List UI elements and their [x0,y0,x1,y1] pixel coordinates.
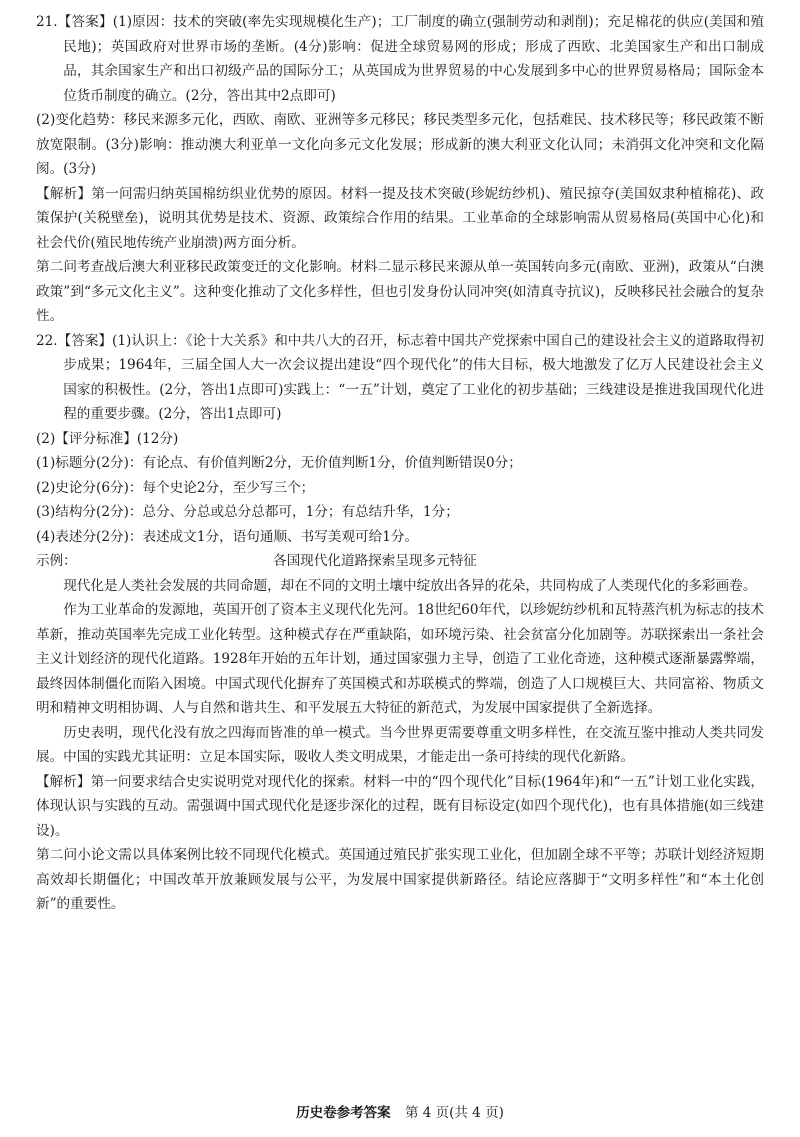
page-footer [0,1103,800,1123]
example-heading [36,549,764,574]
essay-paragraph: 现代化是人类社会发展的共同命题，却在不同的文明土壤中绽放出各异的花朵，共同构成了人类现代化的多彩画卷。 [63,577,757,594]
q22-analysis-1: 【解析】第一问要求结合史实说明党对现代化的探索。材料一中的“四个现代化”目标(1964年)和“一五”计划工业化实践，体现认识与实践的互动。需强调中国式现代化是逐步深化的过程，既有目标设定(如四个现代化)，也有具体措施(如三线建设)。 [36,773,764,839]
page-number: 第 4 页(共 4 页) [404,1105,504,1121]
q22-answer: 22.【答案】(1)认识上：《论十大关系》和中共八大的召开，标志着中国共产党探索中国自己的建设社会主义的道路取得初步成果；1964年，三届全国人大一次会议提出建设“四个现代化”的伟大目标，极大地激发了亿万人民建设社会主义国家的积极性。(2分，答出1点即可)实践上：“一五”计划，奠定了工业化的初步基础；三线建设是推进我国现代化进程的重要步骤。(2分，答出1点即可) [36,332,764,422]
q22-criteria-title: (2)【评分标准】(12分) [36,430,179,447]
q22-criteria-item: (2)史论分(6分)：每个史论2分，至少写三个； [36,479,315,496]
q22-criteria-item: (4)表述分(2分)：表述成文1分，语句通顺、书写美观可给1分。 [36,528,419,545]
q22-analysis-2: 第二问小论文需以具体案例比较不同现代化模式。英国通过殖民扩张实现工业化，但加剧全球不平等；苏联计划经济短期高效却长期僵化；中国改革开放兼顾发展与公平，为发展中国家提供新路径。结论应落脚于“文明多样性”和“本土化创新”的重要性。 [36,847,764,912]
q21-answer: 21.【答案】(1)原因：技术的突破(率先实现规模化生产)；工厂制度的确立(强制劳动和剥削)；充足棉花的供应(美国和殖民地)；英国政府对世界市场的垄断。(4分)影响：促进全球贸易网的形成；形成了西欧、北美国家生产和出口制成品，其余国家生产和出口初级产品的国际分工；从英国成为世界贸易的中心发展到多中心的世界贸易格局；国际金本位货币制度的确立。(2分，答出其中2点即可) [36,14,764,104]
q21-part2-answer: (2)变化趋势：移民来源多元化，西欧、南欧、亚洲等多元移民；移民类型多元化，包括难民、技术移民等；移民政策不断放宽限制。(3分)影响：推动澳大利亚单一文化向多元文化发展；形成新的澳大利亚文化认同；未消弭文化冲突和文化隔阂。(3分) [36,112,764,177]
q21-analysis-1: 【解析】第一问需归纳英国棉纺织业优势的原因。材料一提及技术突破(珍妮纺纱机)、殖民掠夺(美国奴隶种植棉花)、政策保护(关税壁垒)，说明其优势是技术、资源、政策综合作用的结果。工业革命的全球影响需从贸易格局(英国中心化)和社会代价(殖民地传统产业崩溃)两方面分析。 [36,185,764,251]
example-label: 示例： [36,553,77,569]
q21-analysis-2: 第二问考查战后澳大利亚移民政策变迁的文化影响。材料二显示移民来源从单一英国转向多元(南欧、亚洲)，政策从“白澳政策”到“多元文化主义”。这种变化推动了文化多样性，但也引发身份认同冲突(如清真寺抗议)，反映移民社会融合的复杂性。 [36,259,764,324]
footer-title: 历史卷参考答案 [296,1105,391,1121]
essay-title: 各国现代化道路探索呈现多元特征 [273,553,477,569]
q22-criteria-item: (3)结构分(2分)：总分、分总或总分总都可，1分；有总结升华，1分； [36,504,459,520]
essay-paragraph: 作为工业革命的发源地，英国开创了资本主义现代化先河。18世纪60年代，以珍妮纺纱机和瓦特蒸汽机为标志的技术革新，推动英国率先完成工业化转型。这种模式存在严重缺陷，如环境污染、社会贫富分化加剧等。苏联探索出一条社会主义计划经济的现代化道路。1928年开始的五年计划，通过国家强力主导，创造了工业化奇迹，这种模式逐渐暴露弊端，最终因体制僵化而陷入困境。中国式现代化摒弃了英国模式和苏联模式的弊端，创造了人口规模巨大、共同富裕、物质文明和精神文明相协调、人与自然和谐共生、和平发展五大特征的新范式，为发展中国家提供了全新选择。 [36,602,764,716]
essay-paragraph: 历史表明，现代化没有放之四海而皆准的单一模式。当今世界更需要尊重文明多样性，在交流互鉴中推动人类共同发展。中国的实践尤其证明：立足本国实际，吸收人类文明成果，才能走出一条可持续的现代化新路。 [36,724,764,765]
q22-criteria-item: (1)标题分(2分)：有论点、有价值判断2分，无价值判断1分，价值判断错误0分； [36,455,522,471]
